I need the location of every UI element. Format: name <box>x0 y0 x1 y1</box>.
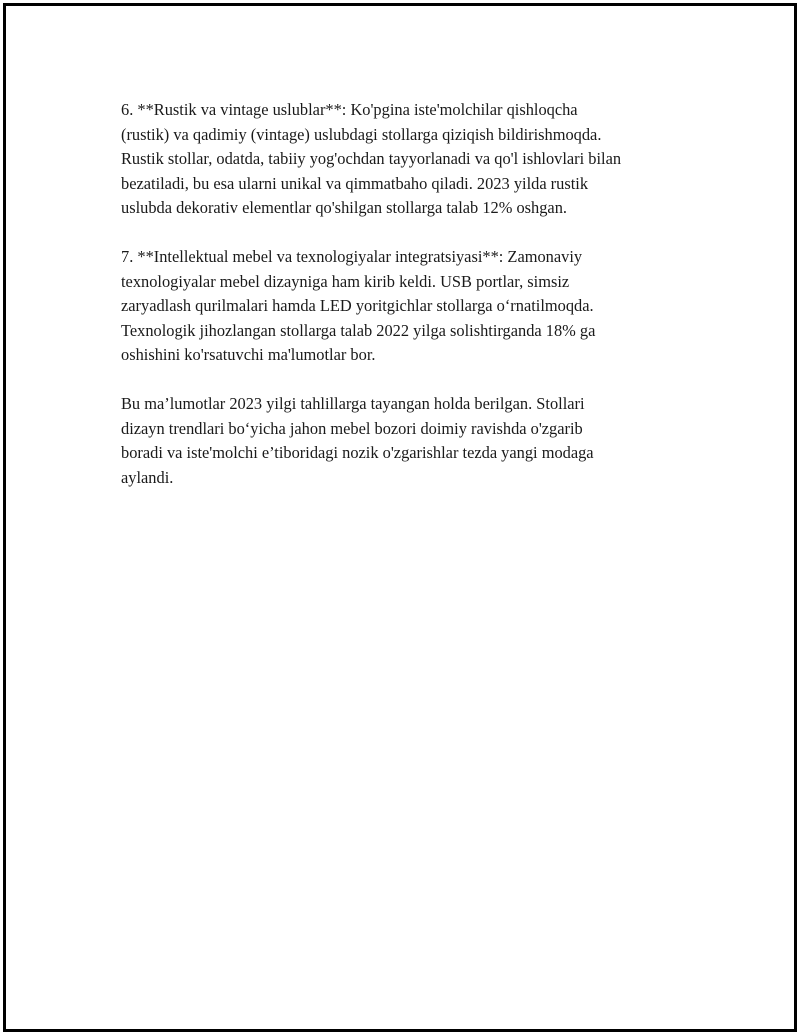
text-line: oshishini ko'rsatuvchi ma'lumotlar bor. <box>121 345 376 364</box>
text-line: 7. **Intellektual mebel va texnologiyalar integratsiyasi**: Zamonaviy <box>121 247 583 266</box>
text-line: (rustik) va qadimiy (vintage) uslubdagi stollarga qiziqish bildirishmoqda. <box>121 124 602 144</box>
text-line: dizayn trendlari bo‘yicha jahon mebel bozori doimiy ravishda o'zgarib <box>121 418 583 438</box>
document-body <box>121 98 711 515</box>
text-line: Texnologik jihozlangan stollarga talab 2022 yilga solishtirganda 18% ga <box>121 320 596 340</box>
paragraph-conclusion <box>121 392 711 490</box>
page-frame <box>3 3 797 1032</box>
text-line: Bu ma’lumotlar 2023 yilgi tahlillarga tayangan holda berilgan. Stollari <box>121 394 585 413</box>
text-line: bezatiladi, bu esa ularni unikal va qimmatbaho qiladi. 2023 yilda rustik <box>121 173 589 193</box>
paragraph-smart-furniture <box>121 245 711 368</box>
paragraph-rustic-vintage <box>121 98 711 221</box>
text-line: aylandi. <box>121 467 174 487</box>
text-line: uslubda dekorativ elementlar qo'shilgan stollarga talab 12% oshgan. <box>121 198 567 217</box>
text-line: texnologiyalar mebel dizayniga ham kirib keldi. USB portlar, simsiz <box>121 271 570 291</box>
text-line: Rustik stollar, odatda, tabiiy yog'ochdan tayyorlanadi va qo'l ishlovlari bilan <box>121 149 622 168</box>
text-line: zaryadlash qurilmalari hamda LED yoritgichlar stollarga o‘rnatilmoqda. <box>121 296 594 315</box>
text-line: 6. **Rustik va vintage uslublar**: Ko'pgina iste'molchilar qishloqcha <box>121 100 578 119</box>
text-line: boradi va iste'molchi e’tiboridagi nozik o'zgarishlar tezda yangi modaga <box>121 443 594 462</box>
